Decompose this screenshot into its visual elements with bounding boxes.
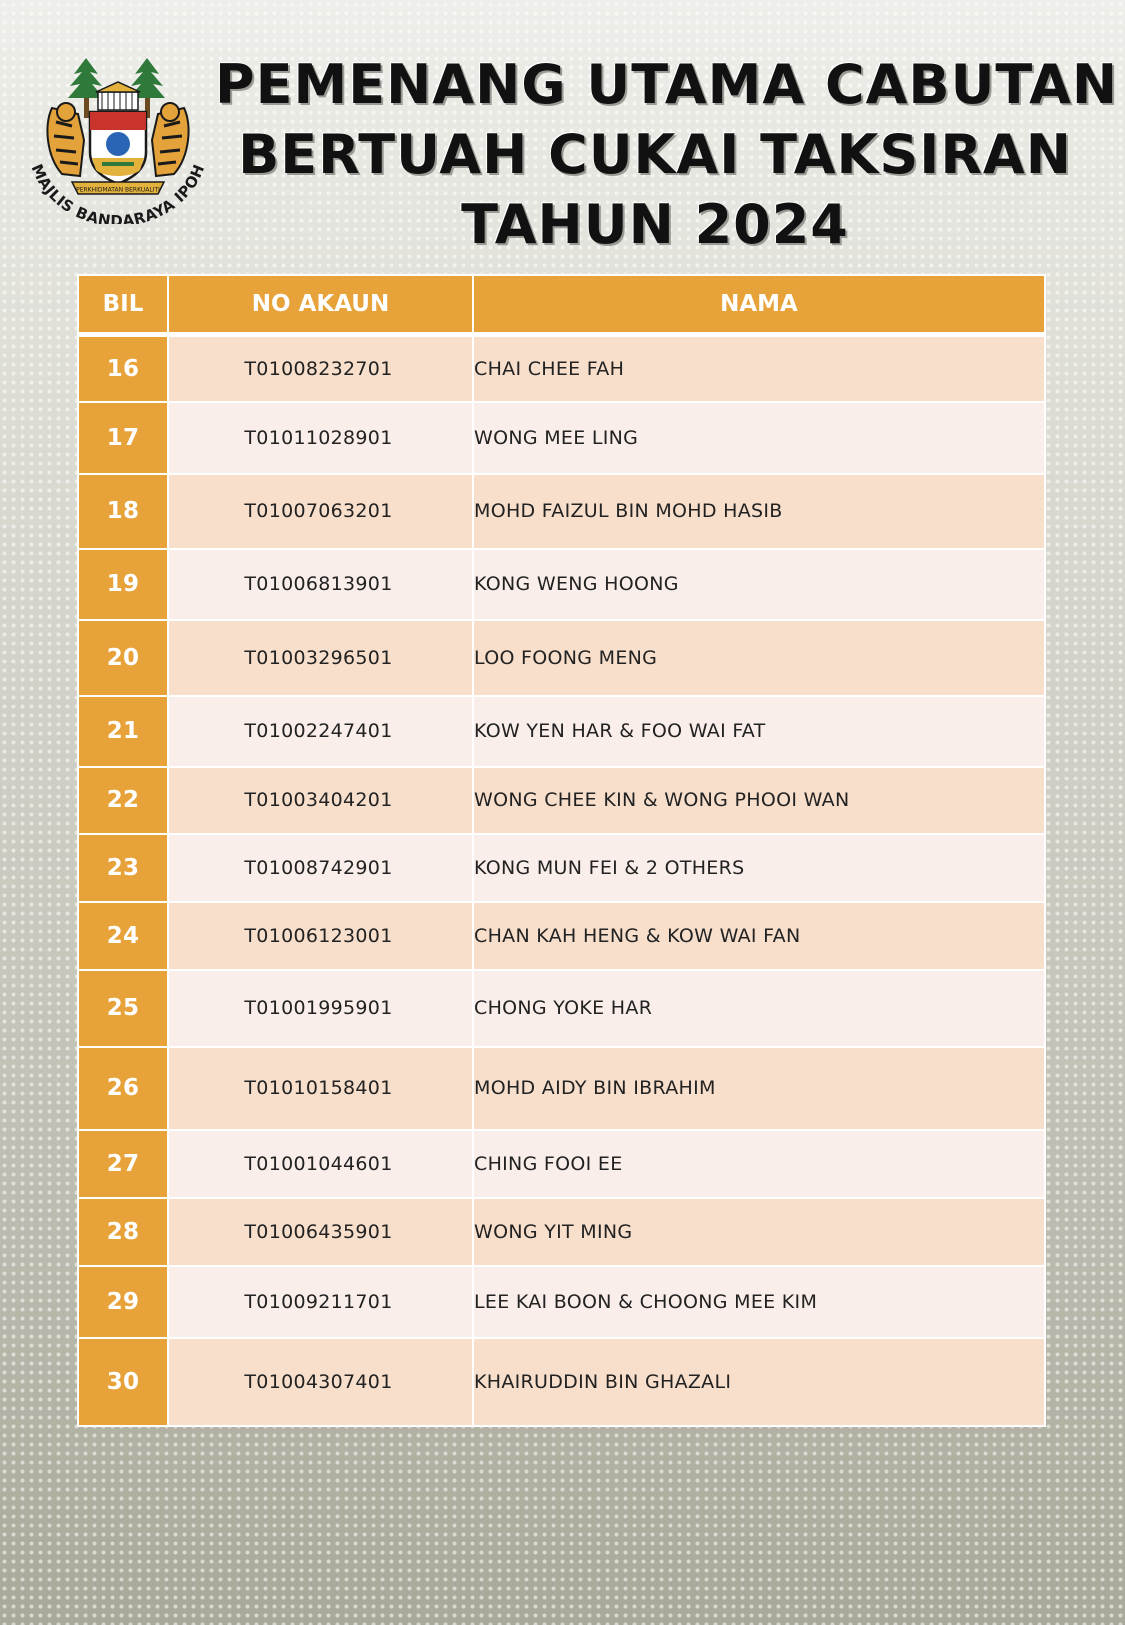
table-row: [78, 767, 1045, 834]
shield-icon: [90, 112, 146, 184]
row-bil: 25: [78, 970, 168, 1047]
row-nama: KONG MUN FEI & 2 OTHERS: [473, 834, 1045, 902]
row-bil: 18: [78, 474, 168, 549]
table-row: [78, 549, 1045, 620]
table-row: [78, 1130, 1045, 1198]
tiger-right-icon: [152, 103, 189, 176]
row-no-akaun: T01006123001: [168, 902, 473, 970]
motto-scroll: [72, 182, 164, 194]
table-row: [78, 402, 1045, 474]
title-line-2: BERTUAH CUKAI TAKSIRAN: [238, 123, 1072, 186]
winners-table: [77, 274, 1046, 1427]
row-no-akaun: T01006813901: [168, 549, 473, 620]
table-row: [78, 696, 1045, 767]
row-bil: 27: [78, 1130, 168, 1198]
table-row: [78, 1266, 1045, 1338]
row-nama: KONG WENG HOONG: [473, 549, 1045, 620]
row-nama: CHAN KAH HENG & KOW WAI FAN: [473, 902, 1045, 970]
row-no-akaun: T01009211701: [168, 1266, 473, 1338]
table-row: [78, 1198, 1045, 1266]
row-bil: 22: [78, 767, 168, 834]
header-nama: NAMA: [473, 275, 1045, 335]
title-line-3: TAHUN 2024: [461, 193, 849, 256]
row-bil: 30: [78, 1338, 168, 1426]
table-row: [78, 1047, 1045, 1130]
row-no-akaun: T01001995901: [168, 970, 473, 1047]
row-nama: WONG YIT MING: [473, 1198, 1045, 1266]
row-no-akaun: T01011028901: [168, 402, 473, 474]
table-row: [78, 834, 1045, 902]
row-bil: 16: [78, 335, 168, 402]
table-header-row: [78, 275, 1045, 335]
row-bil: 19: [78, 549, 168, 620]
table-row: [78, 970, 1045, 1047]
row-nama: WONG MEE LING: [473, 402, 1045, 474]
logo-arc-text: MAJLIS BANDARAYA IPOH: [27, 161, 209, 224]
row-nama: MOHD AIDY BIN IBRAHIM: [473, 1047, 1045, 1130]
table-row: [78, 335, 1045, 402]
row-bil: 20: [78, 620, 168, 696]
row-no-akaun: T01006435901: [168, 1198, 473, 1266]
tiger-left-icon: [47, 103, 84, 176]
row-nama: CHONG YOKE HAR: [473, 970, 1045, 1047]
row-bil: 21: [78, 696, 168, 767]
table-row: [78, 620, 1045, 696]
row-no-akaun: T01003296501: [168, 620, 473, 696]
header-bil: BIL: [78, 275, 168, 335]
row-nama: KHAIRUDDIN BIN GHAZALI: [473, 1338, 1045, 1426]
row-bil: 24: [78, 902, 168, 970]
row-nama: LEE KAI BOON & CHOONG MEE KIM: [473, 1266, 1045, 1338]
row-bil: 26: [78, 1047, 168, 1130]
row-bil: 29: [78, 1266, 168, 1338]
row-nama: MOHD FAIZUL BIN MOHD HASIB: [473, 474, 1045, 549]
building-icon: [96, 82, 140, 110]
table-row: [78, 902, 1045, 970]
row-no-akaun: T01010158401: [168, 1047, 473, 1130]
row-no-akaun: T01007063201: [168, 474, 473, 549]
table-row: [78, 474, 1045, 549]
row-no-akaun: T01001044601: [168, 1130, 473, 1198]
header-no-akaun: NO AKAUN: [168, 275, 473, 335]
city-council-crest-logo: [22, 52, 214, 224]
row-no-akaun: T01008742901: [168, 834, 473, 902]
row-bil: 17: [78, 402, 168, 474]
row-nama: WONG CHEE KIN & WONG PHOOI WAN: [473, 767, 1045, 834]
page-title: [215, 50, 1119, 260]
row-no-akaun: T01004307401: [168, 1338, 473, 1426]
row-nama: KOW YEN HAR & FOO WAI FAT: [473, 696, 1045, 767]
row-no-akaun: T01002247401: [168, 696, 473, 767]
row-bil: 23: [78, 834, 168, 902]
svg-text:PERKHIDMATAN BERKUALITI: PERKHIDMATAN BERKUALITI: [76, 186, 160, 194]
row-no-akaun: T01008232701: [168, 335, 473, 402]
title-line-1: PEMENANG UTAMA CABUTAN: [215, 53, 1119, 116]
row-nama: CHAI CHEE FAH: [473, 335, 1045, 402]
row-bil: 28: [78, 1198, 168, 1266]
row-no-akaun: T01003404201: [168, 767, 473, 834]
row-nama: LOO FOONG MENG: [473, 620, 1045, 696]
row-nama: CHING FOOI EE: [473, 1130, 1045, 1198]
table-row: [78, 1338, 1045, 1426]
